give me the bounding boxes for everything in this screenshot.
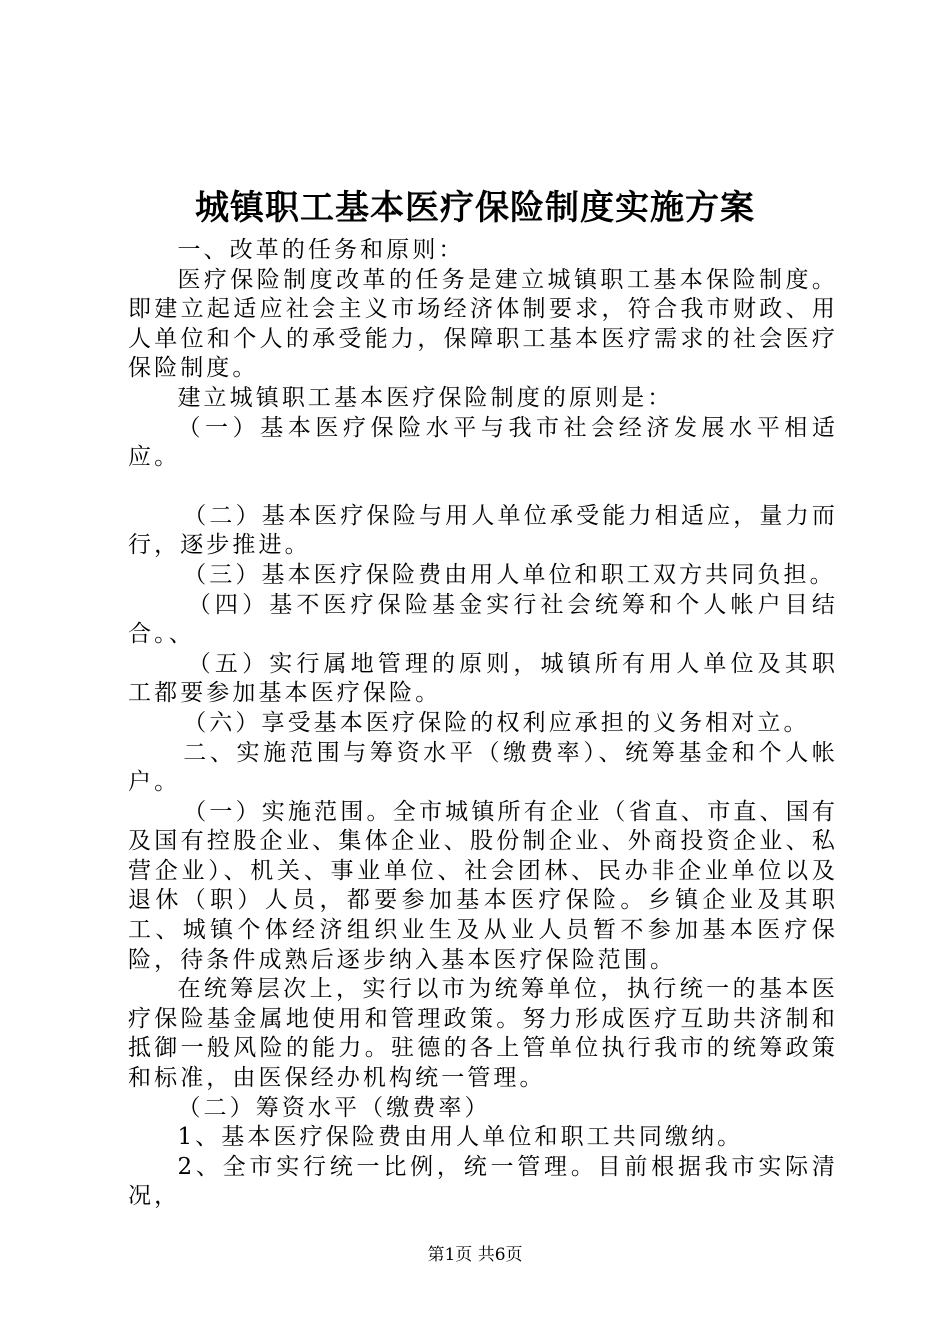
document-title: 城镇职工基本医疗保险制度实施方案 — [195, 188, 755, 228]
list-item: 1、基本医疗保险费由用人单位和职工共同缴纳。 — [177, 1124, 744, 1151]
list-item: （一）基本医疗保险水平与我市社会经济发展水平相适应。 — [128, 414, 838, 471]
list-item: （二）筹资水平（缴费率） — [177, 1094, 491, 1121]
paragraph: 在统筹层次上，实行以市为统筹单位，执行统一的基本医疗保险基金属地使用和管理政策。努力形成医疗互助共济制和抵御一般风险的能力。驻德的各上管单位执行我市的统筹政策和标准，由医保经办机构统一管理。 — [128, 976, 838, 1092]
list-item: 2、全市实行统一比例，统一管理。目前根据我市实际清况， — [128, 1153, 838, 1210]
list-item: （四）基不医疗保险基金实行社会统筹和个人帐户目结合。、 — [128, 591, 838, 648]
section-heading-2: 二、实施范围与筹资水平（缴费率）、统筹基金和个人帐户。 — [128, 739, 838, 796]
page-number: 第1页 共6页 — [427, 1245, 523, 1265]
document-body — [128, 236, 838, 1212]
section-heading-1: 一、改革的任务和原则： — [177, 237, 465, 263]
paragraph: 医疗保险制度改革的任务是建立城镇职工基本保险制度。即建立起适应社会主义市场经济体制要求，符合我市财政、用人单位和个人的承受能力，保障职工基本医疗需求的社会医疗保险制度。 — [128, 266, 838, 382]
list-item: （五）实行属地管理的原则，城镇所有用人单位及其职工都要参加基本医疗保险。 — [128, 650, 838, 707]
list-item: （二）基本医疗保险与用人单位承受能力相适应，量力而行，逐步推进。 — [128, 502, 838, 559]
list-item: （一）实施范围。全市城镇所有企业（省直、市直、国有及国有控股企业、集体企业、股份制企业、外商投资企业、私营企业）、机关、事业单位、社会团林、民办非企业单位以及退休（职）人员，都要参加基本医疗保险。乡镇企业及其职工、城镇个体经济组织业生及从业人员暂不参加基本医疗保险，待条件成熟后逐步纳入基本医疗保险范围。 — [128, 798, 838, 973]
list-item: （六）享受基本医疗保险的权利应承担的义务相对立。 — [183, 709, 810, 736]
paragraph: 建立城镇职工基本医疗保险制度的原则是： — [177, 384, 674, 411]
list-item: （三）基本医疗保险费由用人单位和职工双方共同负担。 — [183, 561, 836, 588]
